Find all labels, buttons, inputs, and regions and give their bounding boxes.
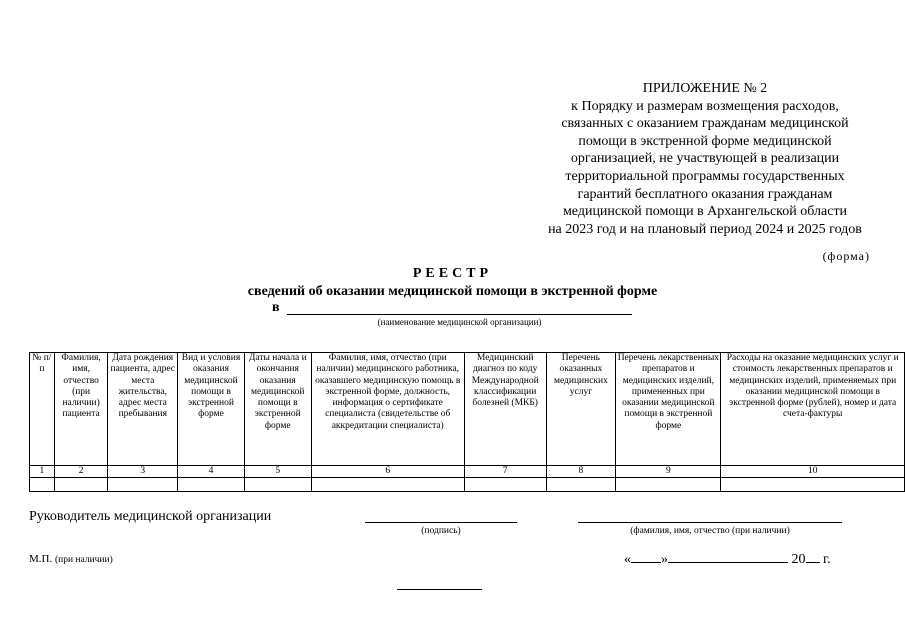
- bottom-line: [397, 589, 482, 590]
- table-cell[interactable]: [54, 478, 108, 492]
- year-suffix: г.: [823, 552, 831, 567]
- appendix-line: на 2023 год и на плановый период 2024 и 2025 годов: [548, 221, 862, 237]
- table-empty-row: [30, 478, 905, 492]
- col-number: 4: [178, 466, 245, 478]
- appendix-line: к Порядку и размерам возмещения расходов,: [571, 98, 839, 114]
- org-name-caption: (наименование медицинской организации): [377, 317, 542, 327]
- table-cell[interactable]: [721, 478, 905, 492]
- col-number: 10: [721, 466, 905, 478]
- appendix-line: организацией, не участвующей в реализации: [570, 151, 840, 167]
- col-number: 6: [311, 466, 464, 478]
- table-cell[interactable]: [30, 478, 55, 492]
- appendix-line: медицинской помощи в Архангельской области: [562, 204, 848, 220]
- registry-table: [29, 352, 905, 492]
- year-blank[interactable]: [806, 550, 820, 563]
- date-close-quote: »: [661, 552, 668, 567]
- signature-line: [365, 522, 517, 523]
- col-number: 8: [546, 466, 616, 478]
- table-cell[interactable]: [616, 478, 721, 492]
- col-header-patient-name: Фамилия, имя, отчество (при наличии) пациента: [54, 353, 108, 466]
- appendix-line: помощи в экстренной форме медицинской: [578, 133, 832, 149]
- table-cell[interactable]: [464, 478, 546, 492]
- title-subtitle: сведений об оказании медицинской помощи в экстренной форме: [247, 284, 658, 299]
- col-header-birth-address: Дата рождения пациента, адрес места жительства, адрес места пребывания: [108, 353, 178, 466]
- appendix-line: территориальной программы государственных: [565, 168, 845, 184]
- table-cell[interactable]: [108, 478, 178, 492]
- org-prefix: в: [272, 300, 280, 315]
- col-header-number: № п/п: [30, 353, 55, 466]
- stamp-placeholder: [29, 553, 113, 565]
- date-field: [624, 550, 831, 568]
- signature-caption: (подпись): [421, 526, 461, 536]
- col-header-drugs: Перечень лекарственных препаратов и медицинских изделий, примененных при оказании медицинской помощи в экстренной форме: [616, 353, 721, 466]
- table-number-row: [30, 466, 905, 478]
- col-header-expenses: Расходы на оказание медицинских услуг и стоимость лекарственных препаратов и медицинских изделий, применяемых при оказании медицинской помощи в экстренной форме (рублей), номер и дата счета-фактуры: [721, 353, 905, 466]
- appendix-line: связанных с оказанием гражданам медицинской: [561, 116, 849, 132]
- appendix-line: ПРИЛОЖЕНИЕ № 2: [642, 81, 768, 96]
- stamp-note: (при наличии): [54, 555, 113, 565]
- appendix-line: гарантий бесплатного оказания гражданам: [577, 186, 833, 202]
- table-cell[interactable]: [546, 478, 616, 492]
- day-blank[interactable]: [631, 550, 661, 563]
- table-cell[interactable]: [311, 478, 464, 492]
- appendix-heading: [520, 80, 890, 238]
- title-registry: РЕЕСТР: [412, 266, 493, 281]
- col-header-services: Перечень оказанных медицинских услуг: [546, 353, 616, 466]
- col-number: 3: [108, 466, 178, 478]
- table-header-row: [30, 353, 905, 466]
- col-header-diagnosis: Медицинский диагноз по коду Международной классификации болезней (МКБ): [464, 353, 546, 466]
- col-header-care-type: Вид и условия оказания медицинской помощи в экстренной форме: [178, 353, 245, 466]
- col-number: 5: [244, 466, 311, 478]
- document-title: [0, 266, 905, 300]
- stamp-label: М.П.: [29, 553, 53, 565]
- col-number: 9: [616, 466, 721, 478]
- col-header-care-dates: Даты начала и окончания оказания медицинской помощи в экстренной форме: [244, 353, 311, 466]
- month-blank[interactable]: [668, 550, 788, 563]
- full-name-line: [578, 522, 842, 523]
- table-cell[interactable]: [244, 478, 311, 492]
- col-number: 1: [30, 466, 55, 478]
- table-cell[interactable]: [178, 478, 245, 492]
- col-number: 2: [54, 466, 108, 478]
- form-label: (форма): [822, 249, 870, 263]
- org-name-field-line: [287, 314, 632, 315]
- head-of-organization-label: Руководитель медицинской организации: [29, 509, 272, 524]
- col-number: 7: [464, 466, 546, 478]
- year-prefix: 20: [791, 552, 806, 567]
- date-open-quote: «: [624, 552, 631, 567]
- col-header-medical-worker: Фамилия, имя, отчество (при наличии) медицинского работника, оказавшего медицинскую помощь в экстренной форме, должность, информация о сертификате специалиста (свидетельстве об аккредитации специалиста): [311, 353, 464, 466]
- full-name-caption: (фамилия, имя, отчество (при наличии): [630, 526, 790, 536]
